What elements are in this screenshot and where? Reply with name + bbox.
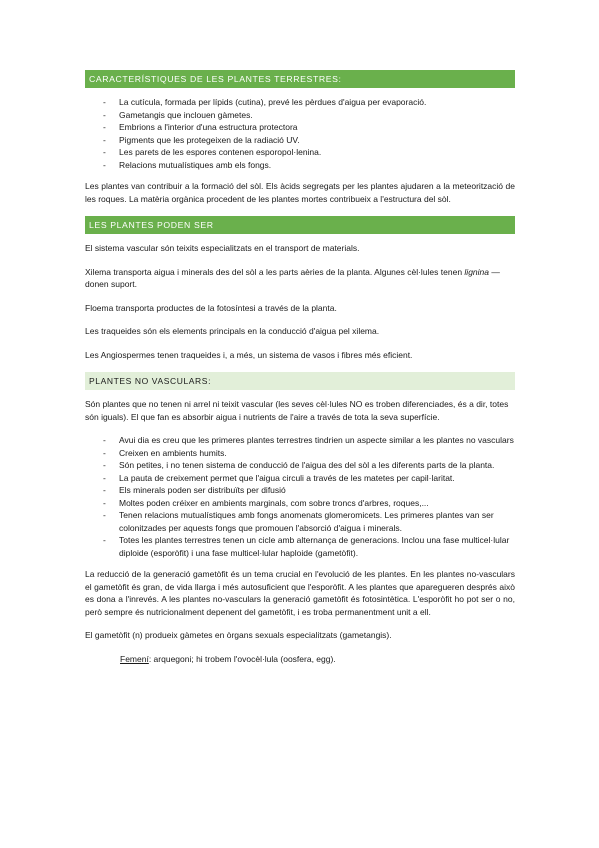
list-item: - La cutícula, formada per lípids (cutina), prevé les pèrdues d'aigua per evaporació. — [85, 96, 515, 109]
female-label: Femení — [120, 653, 149, 664]
list-item: - Pigments que les protegeixen de la radiació UV. — [85, 134, 515, 147]
list-item: - Tenen relacions mutualístiques amb fongs anomenats glomeromicets. Les primeres plantes van ser colonitzades per aquests fongs que promouen l'absorció d'aigua i minerals. — [85, 509, 515, 534]
soil-paragraph: Les plantes van contribuir a la formació del sòl. Els àcids segregats per les plantes ajudaren a la meteorització de les roques. La matèria orgànica procedent de les plantes mortes contribueix a l'estructura del sòl. — [85, 181, 515, 204]
gametophyte-paragraph: El gametòfit (n) produeix gàmetes en òrgans sexuals especialitzats (gametangis). — [85, 630, 392, 640]
xylem-text-end: —donen suport. — [85, 266, 500, 289]
characteristics-list — [85, 96, 515, 171]
non-vascular-intro: Són plantes que no tenen ni arrel ni teixit vascular (les seves cèl·lules NO es troben diferenciades, és a dir, totes són iguals). El que fan es absorbir aigua i nutrients de l'aire a través de tota la seva superfície. — [85, 399, 509, 422]
list-item: - Avui dia es creu que les primeres plantes terrestres tindrien un aspecte similar a les plantes no vasculars — [85, 434, 515, 447]
xylem-paragraph — [85, 266, 515, 291]
list-item: - Moltes poden créixer en ambients marginals, com sobre troncs d'arbres, roques,... — [85, 497, 515, 510]
vascular-system-paragraph: El sistema vascular són teixits especialitzats en el transport de materials. — [85, 243, 360, 253]
tracheids-paragraph: Les traqueides són els elements principals en la conducció d'aigua pel xilema. — [85, 326, 380, 336]
list-item: - Relacions mutualístiques amb els fongs. — [85, 159, 515, 172]
list-item: - Embrions a l'interior d'una estructura protectora — [85, 121, 515, 134]
angiosperms-paragraph: Les Angiospermes tenen traqueides i, a més, un sistema de vasos i fibres més eficient. — [85, 349, 413, 360]
list-item: - Són petites, i no tenen sistema de conducció de l'aigua des del sòl a les diferents parts de la planta. — [85, 459, 515, 472]
female-text: : arquegoni; hi trobem l'ovocèl·lula (oosfera, egg). — [148, 653, 336, 664]
section-heading-non-vascular: PLANTES NO VASCULARS: — [85, 372, 515, 390]
gametophyte-reduction-paragraph: La reducció de la generació gametòfit és un tema crucial en l'evolució de les plantes. En les plantes no-vasculars el gametòfit és gran, de vida llarga i més autosuficient que l'esporòfit. A les plantes que aparegueren després això es dona a l'inrevés. A les plantes no-vasculars la generació gametòfit és fotosintètica. L'esporòfit ho pot ser o no, però sempre és nutricionalment depenent del gametòfit, i es troba permanentment unit a ell. — [85, 569, 515, 617]
section-heading-plants-can-be: LES PLANTES PODEN SER — [85, 216, 515, 234]
document-content — [85, 70, 515, 676]
lignin-term: lignina — [464, 266, 489, 277]
list-item: - Gametangis que inclouen gàmetes. — [85, 109, 515, 122]
list-item: - Els minerals poden ser distribuïts per difusió — [85, 484, 515, 497]
female-paragraph — [85, 653, 515, 666]
list-item: - La pauta de creixement permet que l'aigua circuli a través de les matetes per capil·laritat. — [85, 472, 515, 485]
list-item: - Totes les plantes terrestres tenen un cicle amb alternança de generacions. Inclou una fase multicel·lular diploide (esporòfit) i una fase multicel·lular haploide (gametòfit). — [85, 534, 515, 559]
section-heading-characteristics: CARACTERÍSTIQUES DE LES PLANTES TERRESTRES: — [85, 70, 515, 88]
xylem-text: Xilema transporta aigua i minerals des del sòl a les parts aèries de la planta. Algunes cèl·lules tenen — [85, 266, 465, 277]
non-vascular-list — [85, 434, 515, 559]
list-item: - Les parets de les espores contenen esporopol·lenina. — [85, 146, 515, 159]
phloem-paragraph: Floema transporta productes de la fotosíntesi a través de la planta. — [85, 302, 337, 313]
list-item: - Creixen en ambients humits. — [85, 447, 515, 460]
